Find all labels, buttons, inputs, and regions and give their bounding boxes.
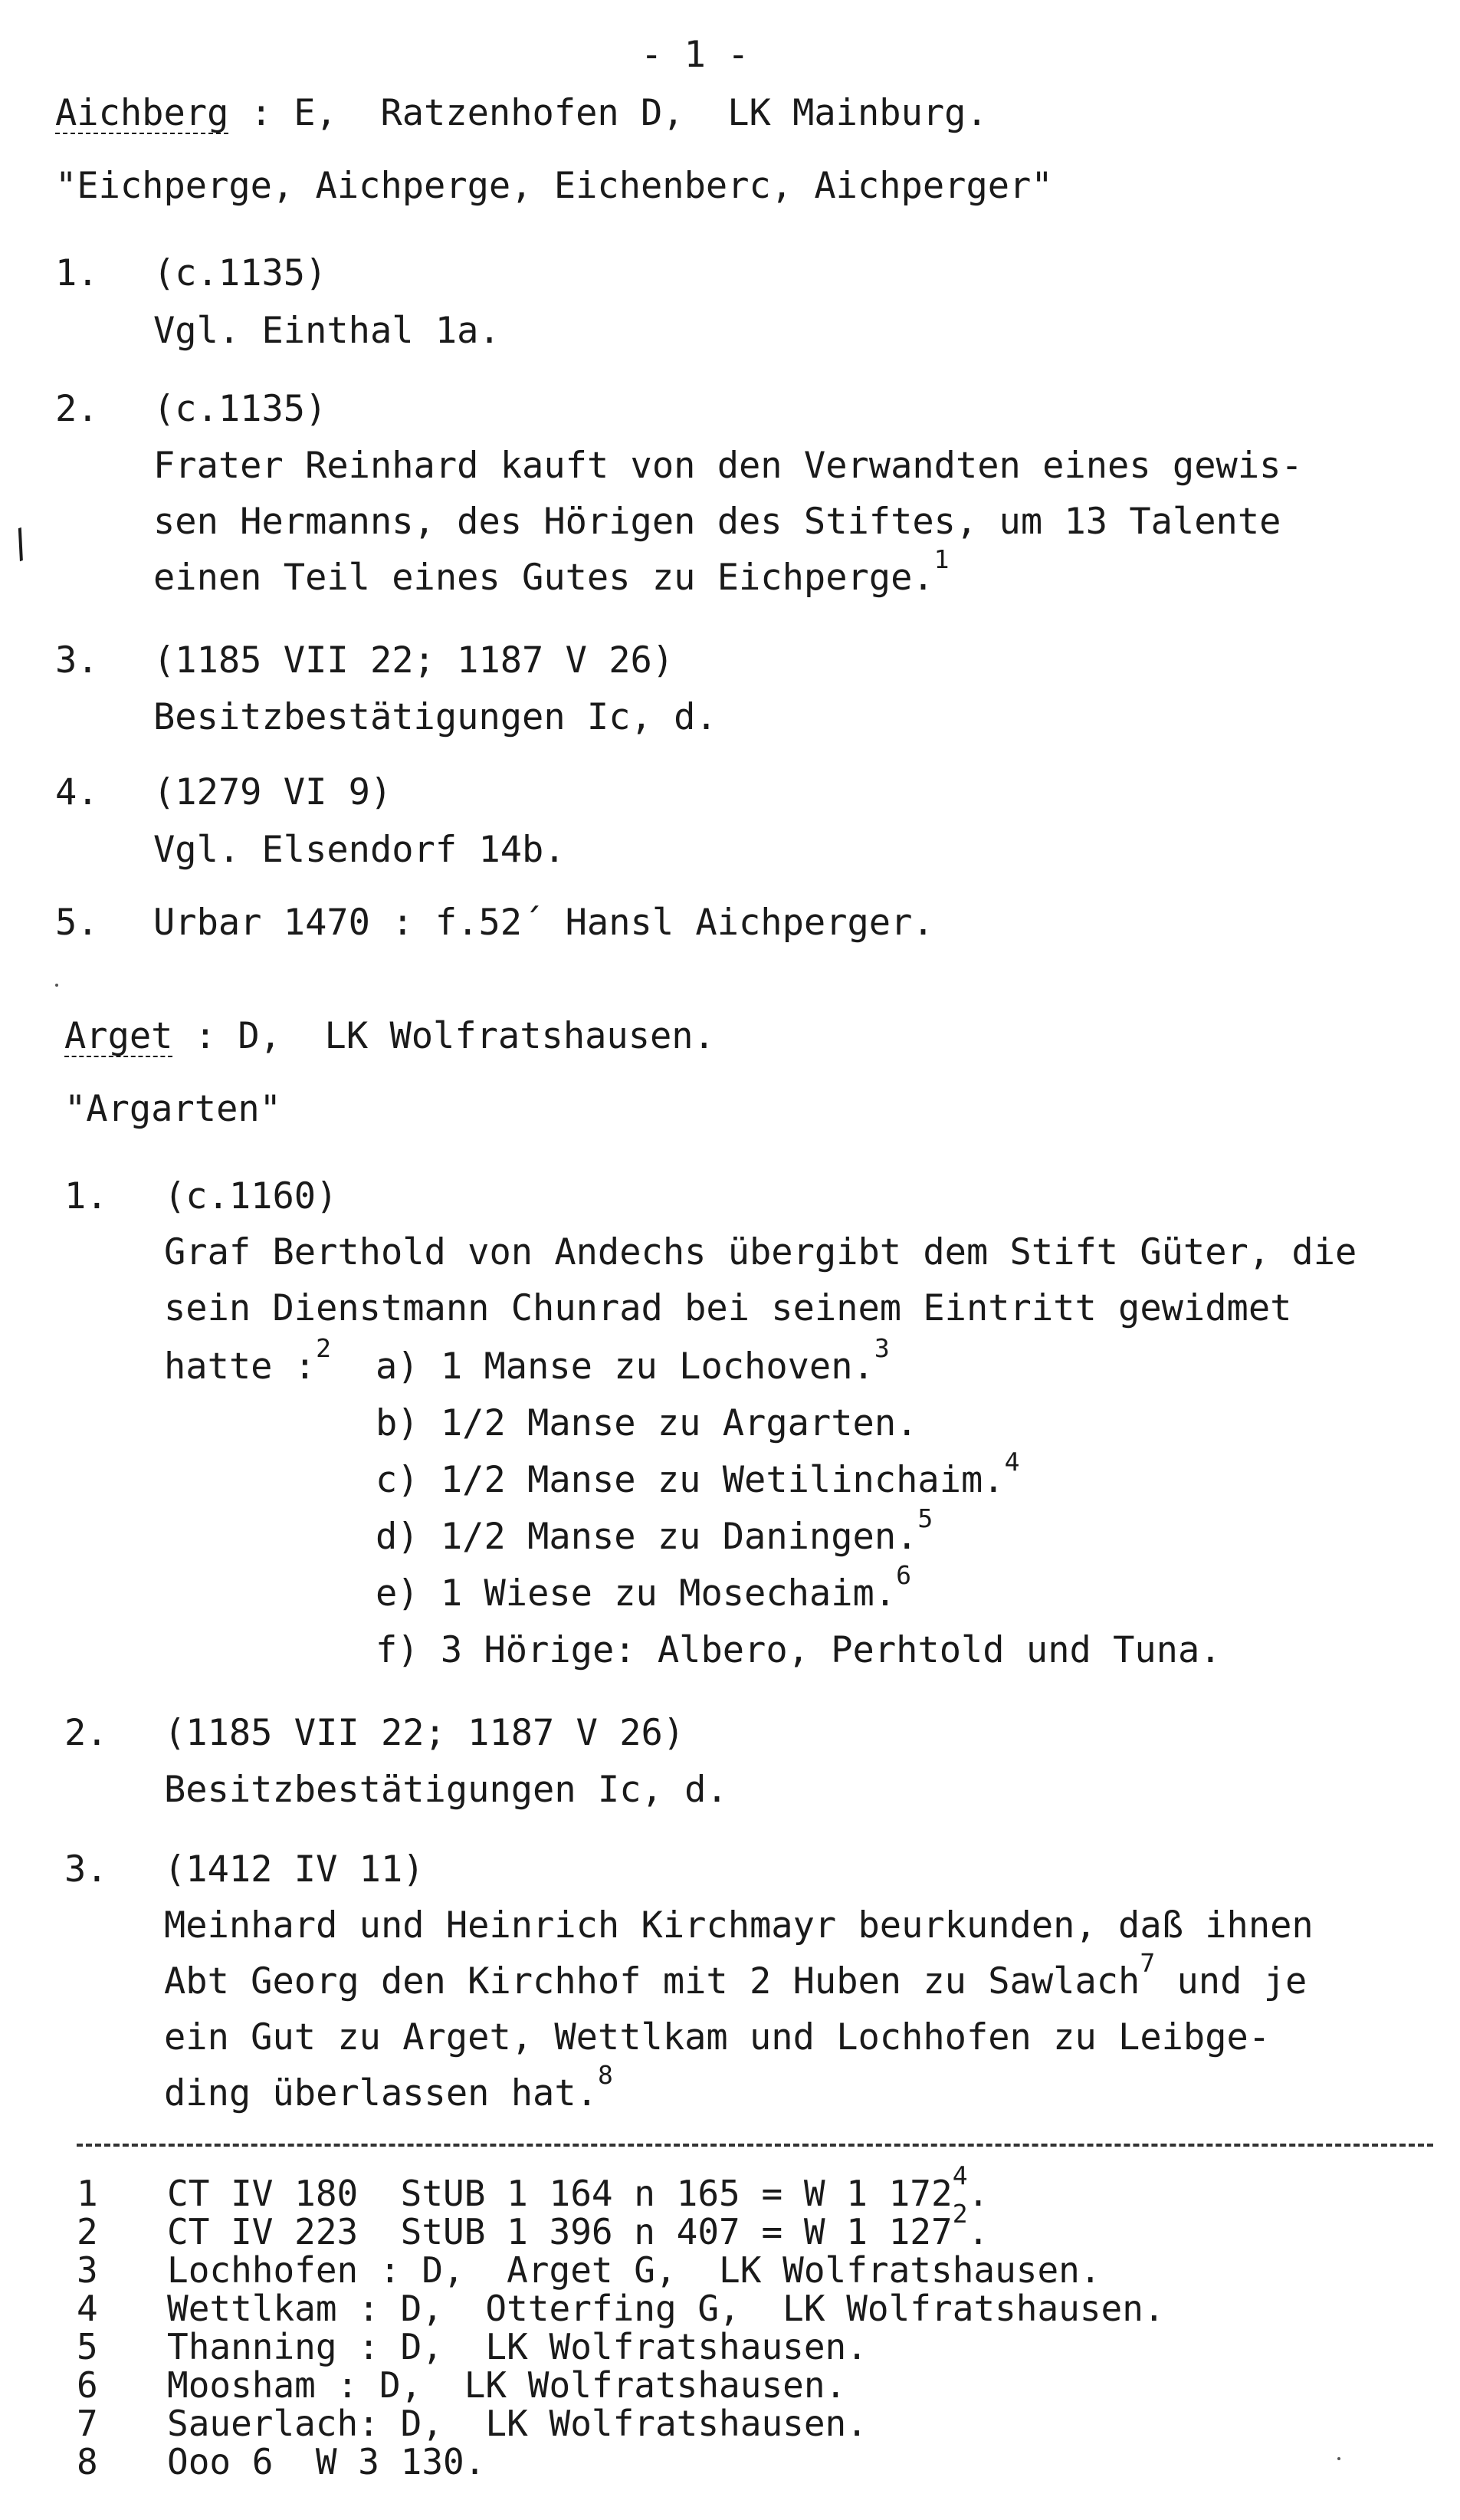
footnote-ref: 4 xyxy=(1004,1447,1020,1477)
footnote-number: 8 xyxy=(77,2441,98,2482)
footnote-number: 1 xyxy=(77,2173,98,2214)
footnote-number: 3 xyxy=(77,2249,98,2291)
place-name: Aichberg xyxy=(55,92,229,134)
sub-item-text: b) 1/2 Manse zu Argarten. xyxy=(376,1402,918,1444)
footnote-ref: 6 xyxy=(896,1560,911,1590)
sub-item xyxy=(376,1447,1020,1501)
sub-item xyxy=(376,1503,933,1558)
item-text: Urbar 1470 : f.52´ Hansl Aichperger. xyxy=(153,902,934,944)
footnote-number: 7 xyxy=(77,2403,98,2444)
footnote-text: Thanning : D, LK Wolfratshausen. xyxy=(167,2326,868,2367)
footnote-sup: 2 xyxy=(952,2199,968,2229)
footnote-separator xyxy=(77,2144,1433,2147)
stray-dot xyxy=(55,984,58,987)
item-date: (1185 VII 22; 1187 V 26) xyxy=(164,1712,685,1754)
page-number: - 1 - xyxy=(641,34,750,76)
entry-heading-aichberg xyxy=(55,92,988,134)
item-text: Vgl. Einthal 1a. xyxy=(153,310,500,352)
sub-item xyxy=(376,1560,911,1615)
footnote-body: CT IV 180 StUB 1 164 n 165 = W 1 172 xyxy=(167,2173,953,2214)
margin-mark: / xyxy=(6,520,34,567)
footnote-body: CT IV 223 StUB 1 396 n 407 = W 1 127 xyxy=(167,2211,953,2252)
footnote-ref: 5 xyxy=(917,1503,933,1533)
item-number: 4. xyxy=(55,771,99,813)
item-text: Meinhard und Heinrich Kirchmayr beurkunden, daß ihnen xyxy=(164,1904,1314,1947)
item-text: Vgl. Elsendorf 14b. xyxy=(153,829,566,871)
entry-heading-arget xyxy=(64,1015,715,1057)
item-text: Frater Reinhard kauft von den Verwandten eines gewis- xyxy=(153,445,1303,487)
item-text xyxy=(164,1948,1307,2003)
item-number: 1. xyxy=(55,252,99,294)
sub-item xyxy=(376,1629,1222,1671)
sub-item xyxy=(376,1402,918,1444)
footnote-ref: 7 xyxy=(1140,1948,1156,1978)
item-text: Graf Berthold von Andechs übergibt dem Stift Güter, die xyxy=(164,1231,1357,1273)
item-text-line: hatte : xyxy=(164,1345,317,1388)
footnote-number: 6 xyxy=(77,2364,98,2406)
item-date: (c.1135) xyxy=(153,388,327,430)
footnote-text: Wettlkam : D, Otterfing G, LK Wolfratshausen. xyxy=(167,2288,1165,2329)
item-text xyxy=(164,2060,613,2114)
item-text: Besitzbestätigungen Ic, d. xyxy=(153,696,717,738)
footnote-text: Lochhofen : D, Arget G, LK Wolfratshausen. xyxy=(167,2249,1101,2291)
item-date: (1185 VII 22; 1187 V 26) xyxy=(153,639,674,682)
footnote-body: . xyxy=(967,2211,989,2252)
sub-item-text: a) 1 Manse zu Lochoven. xyxy=(376,1345,874,1388)
place-description: : E, Ratzenhofen D, LK Mainburg. xyxy=(228,92,988,134)
item-number: 3. xyxy=(64,1848,108,1891)
stray-dot xyxy=(1337,2457,1340,2460)
footnote-text: Sauerlach: D, LK Wolfratshausen. xyxy=(167,2403,868,2444)
item-date: (1412 IV 11) xyxy=(164,1848,425,1891)
item-number: 1. xyxy=(64,1175,108,1217)
sub-item-text: c) 1/2 Manse zu Wetilinchaim. xyxy=(376,1459,1005,1501)
item-text-line: Abt Georg den Kirchhof mit 2 Huben zu Sawlach xyxy=(164,1960,1140,2003)
footnote-ref: 3 xyxy=(874,1333,890,1363)
footnote-text xyxy=(167,2160,989,2214)
sub-item-text: f) 3 Hörige: Albero, Perhtold und Tuna. xyxy=(376,1629,1222,1671)
item-text: ein Gut zu Arget, Wettlkam und Lochhofen zu Leibge- xyxy=(164,2016,1271,2058)
item-text xyxy=(164,1333,331,1388)
historical-forms: "Eichperge, Aichperge, Eichenberc, Aichperger" xyxy=(55,165,1053,207)
historical-forms: "Argarten" xyxy=(64,1088,281,1130)
item-number: 2. xyxy=(64,1712,108,1754)
footnote-text: Moosham : D, LK Wolfratshausen. xyxy=(167,2364,847,2406)
footnote-text: Ooo 6 W 3 130. xyxy=(167,2441,486,2482)
item-date: (c.1160) xyxy=(164,1175,338,1217)
item-text: Besitzbestätigungen Ic, d. xyxy=(164,1769,728,1811)
footnote-ref: 8 xyxy=(597,2060,613,2090)
footnote-text xyxy=(167,2199,989,2252)
item-text-line: ding überlassen hat. xyxy=(164,2072,598,2114)
sub-item-text: e) 1 Wiese zu Mosechaim. xyxy=(376,1572,897,1615)
item-text: sein Dienstmann Chunrad bei seinem Eintritt gewidmet xyxy=(164,1287,1292,1329)
place-name: Arget xyxy=(64,1015,173,1057)
item-date: (c.1135) xyxy=(153,252,327,294)
sub-item-text: d) 1/2 Manse zu Daningen. xyxy=(376,1516,918,1558)
item-text xyxy=(153,544,950,599)
item-text-line: und je xyxy=(1155,1960,1307,2003)
item-number: 3. xyxy=(55,639,99,682)
item-number: 2. xyxy=(55,388,99,430)
footnote-ref: 2 xyxy=(316,1333,331,1363)
item-date: (1279 VI 9) xyxy=(153,771,392,813)
footnote-ref: 1 xyxy=(933,544,950,574)
sub-item xyxy=(376,1333,890,1388)
footnote-number: 4 xyxy=(77,2288,98,2329)
item-text: sen Hermanns, des Hörigen des Stiftes, um 13 Talente xyxy=(153,501,1281,543)
footnote-number: 2 xyxy=(77,2211,98,2252)
item-number: 5. xyxy=(55,902,99,944)
footnote-sup: 4 xyxy=(952,2160,968,2190)
item-text-line: einen Teil eines Gutes zu Eichperge. xyxy=(153,557,934,599)
footnote-number: 5 xyxy=(77,2326,98,2367)
footnote-body: . xyxy=(967,2173,989,2214)
place-description: : D, LK Wolfratshausen. xyxy=(172,1015,715,1057)
